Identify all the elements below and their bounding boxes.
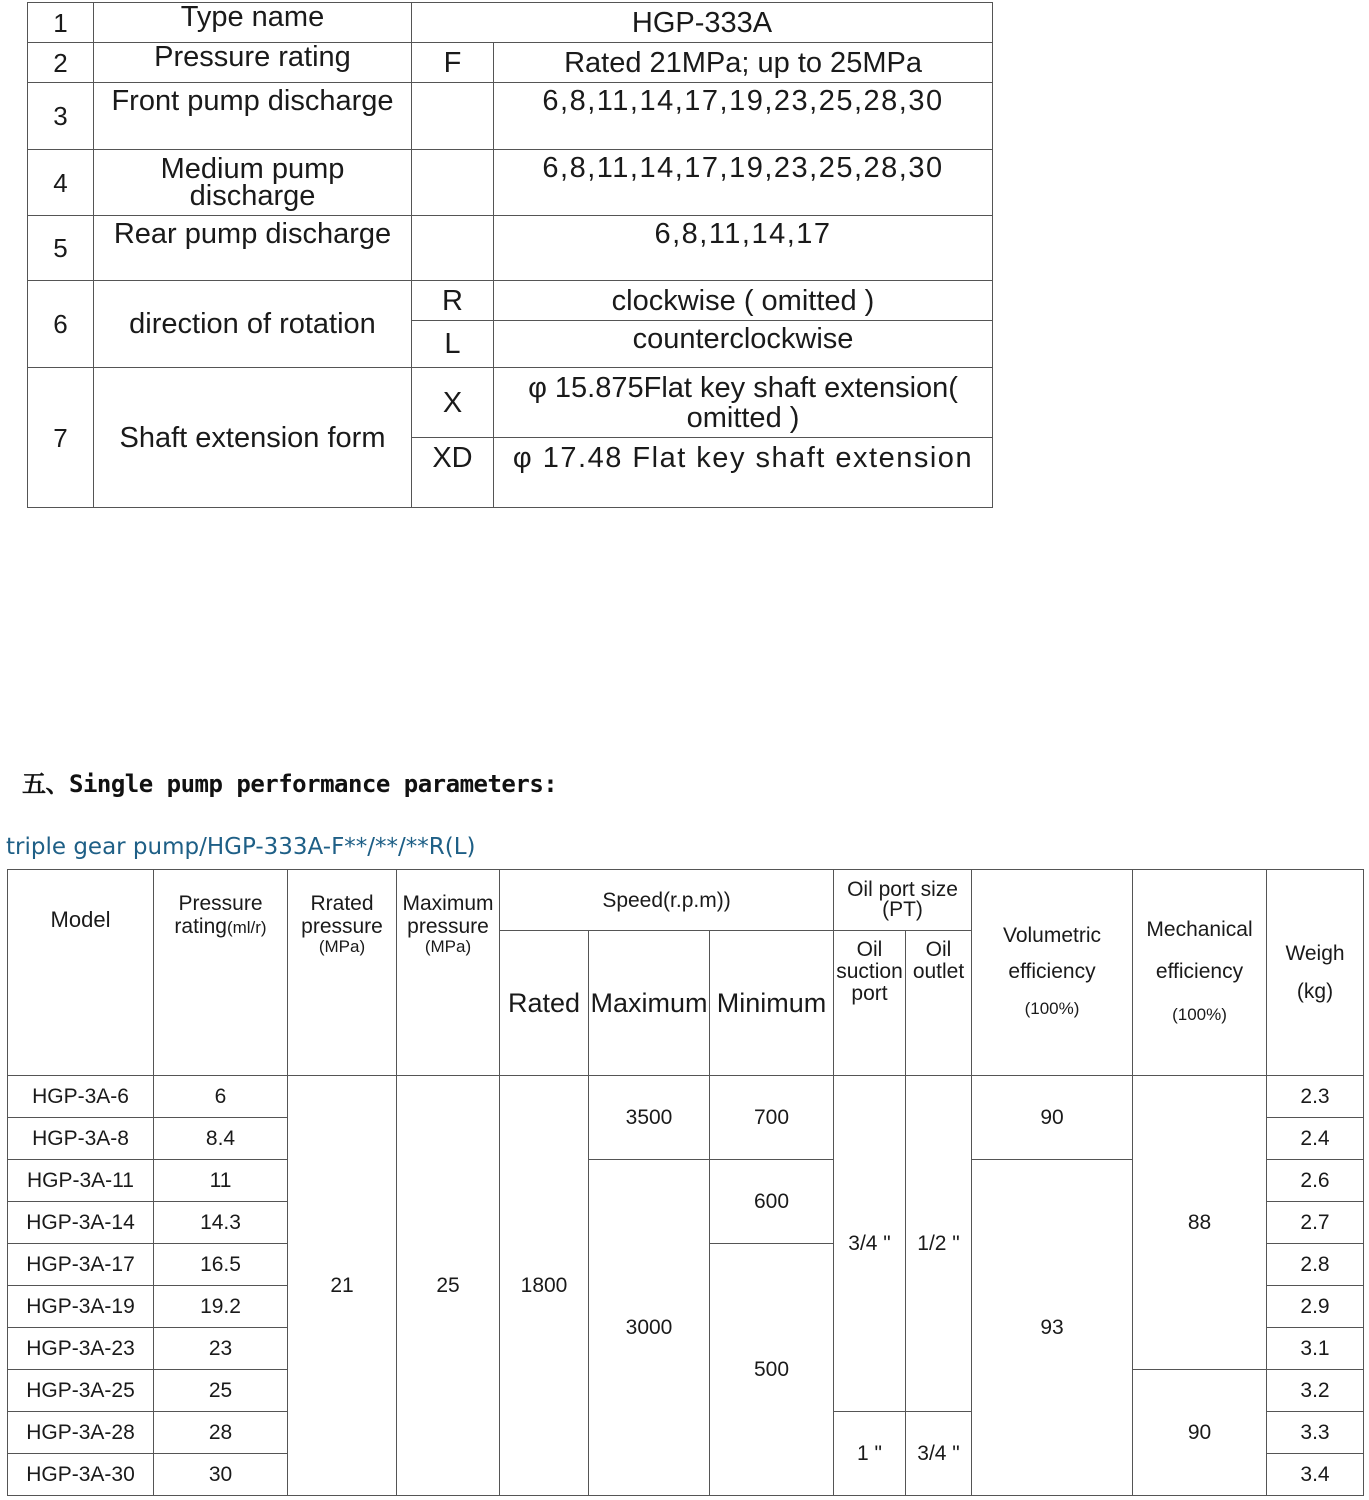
spec-code: R <box>412 281 494 321</box>
header-weigh <box>1267 870 1364 1076</box>
header-oil-outlet: Oil outlet <box>906 931 972 1076</box>
cell-model: HGP-3A-19 <box>8 1286 154 1328</box>
cell-model: HGP-3A-8 <box>8 1118 154 1160</box>
header-oil-port-label: Oil port size <box>847 878 958 901</box>
spec-code: XD <box>412 438 494 508</box>
spec-row <box>28 281 993 321</box>
spec-name: Type name <box>94 3 412 43</box>
section-heading: 五、Single pump performance parameters: <box>22 770 558 798</box>
spec-code <box>412 83 494 150</box>
cell-weigh: 3.4 <box>1267 1454 1364 1496</box>
cell-speed-min: 500 <box>710 1244 834 1496</box>
cell-rated-pressure: 21 <box>288 1076 397 1496</box>
spec-value: Rated 21MPa; up to 25MPa <box>494 43 993 83</box>
cell-max-pressure: 25 <box>397 1076 500 1496</box>
cell-weigh: 3.1 <box>1267 1328 1364 1370</box>
cell-weigh: 3.3 <box>1267 1412 1364 1454</box>
header-speed-rated: Rated <box>500 931 589 1076</box>
header-max-pressure <box>397 870 500 1076</box>
header-max-pressure-unit: (MPa) <box>424 937 472 956</box>
spec-no: 1 <box>28 3 94 43</box>
spec-row <box>28 150 993 216</box>
spec-value: 6,8,11,14,17,19,23,25,28,30 <box>494 83 993 150</box>
header-pressure-rating <box>154 870 288 1076</box>
cell-model: HGP-3A-30 <box>8 1454 154 1496</box>
spec-name: Rear pump discharge <box>94 216 412 281</box>
header-max-pressure-label: Maximum pressure <box>402 892 494 938</box>
spec-code: X <box>412 368 494 438</box>
spec-row <box>28 3 993 43</box>
table-row <box>8 1076 1364 1118</box>
table-subtitle: triple gear pump/HGP-333A-F**/**/**R(L) <box>6 834 476 860</box>
spec-value: 6,8,11,14,17 <box>494 216 993 281</box>
cell-model: HGP-3A-28 <box>8 1412 154 1454</box>
performance-table <box>7 869 1364 1496</box>
spec-no: 7 <box>28 368 94 508</box>
spec-no: 4 <box>28 150 94 216</box>
cell-rating: 14.3 <box>154 1202 288 1244</box>
spec-no: 2 <box>28 43 94 83</box>
cell-mech-eff: 88 <box>1133 1076 1267 1370</box>
spec-name: direction of rotation <box>94 281 412 368</box>
cell-model: HGP-3A-17 <box>8 1244 154 1286</box>
cell-rating: 16.5 <box>154 1244 288 1286</box>
spec-name: Pressure rating <box>94 43 412 83</box>
cell-speed-max: 3500 <box>589 1076 710 1160</box>
cell-weigh: 2.4 <box>1267 1118 1364 1160</box>
spec-name: Front pump discharge <box>94 83 412 150</box>
cell-weigh: 2.3 <box>1267 1076 1364 1118</box>
cell-rating: 8.4 <box>154 1118 288 1160</box>
header-oil-port <box>834 870 972 931</box>
spec-value: φ 15.875Flat key shaft extension( omitted ) <box>494 368 993 438</box>
header-vol-eff-unit: (100%) <box>1024 999 1080 1018</box>
header-row <box>8 870 1364 931</box>
cell-weigh: 3.2 <box>1267 1370 1364 1412</box>
cell-model: HGP-3A-23 <box>8 1328 154 1370</box>
header-pressure-rating-label: Pressure rating <box>174 892 263 938</box>
header-rated-pressure-unit: (MPa) <box>318 937 366 956</box>
cell-weigh: 2.9 <box>1267 1286 1364 1328</box>
cell-vol-eff: 93 <box>972 1160 1133 1496</box>
spec-row <box>28 43 993 83</box>
cell-oil-outlet: 1/2 " <box>906 1076 972 1412</box>
cell-speed-rated: 1800 <box>500 1076 589 1496</box>
cell-weigh: 2.6 <box>1267 1160 1364 1202</box>
spec-name: Shaft extension form <box>94 368 412 508</box>
cell-speed-max: 3000 <box>589 1160 710 1496</box>
header-weigh-label: Weigh <box>1285 941 1345 965</box>
spec-name: Medium pump discharge <box>94 150 412 216</box>
spec-row <box>28 83 993 150</box>
cell-rating: 23 <box>154 1328 288 1370</box>
header-mech-eff-unit: (100%) <box>1172 1005 1227 1024</box>
cell-model: HGP-3A-11 <box>8 1160 154 1202</box>
spec-code <box>412 150 494 216</box>
header-weigh-unit: (kg) <box>1296 979 1334 1003</box>
spec-code: F <box>412 43 494 83</box>
cell-weigh: 2.7 <box>1267 1202 1364 1244</box>
spec-value: counterclockwise <box>494 321 993 368</box>
header-speed-min: Minimum <box>710 931 834 1076</box>
header-rated-pressure-label: Rrated pressure <box>301 892 383 938</box>
cell-rating: 11 <box>154 1160 288 1202</box>
header-speed: Speed(r.p.m)) <box>500 870 834 931</box>
cell-mech-eff: 90 <box>1133 1370 1267 1496</box>
cell-model: HGP-3A-25 <box>8 1370 154 1412</box>
header-vol-eff <box>972 870 1133 1076</box>
spec-code <box>412 216 494 281</box>
header-pressure-rating-unit: (ml/r) <box>226 918 267 937</box>
spec-value: clockwise ( omitted ) <box>494 281 993 321</box>
spec-no: 3 <box>28 83 94 150</box>
cell-oil-outlet: 3/4 " <box>906 1412 972 1496</box>
cell-speed-min: 700 <box>710 1076 834 1160</box>
cell-oil-suction: 1 " <box>834 1412 906 1496</box>
cell-rating: 6 <box>154 1076 288 1118</box>
cell-model: HGP-3A-14 <box>8 1202 154 1244</box>
spec-code: L <box>412 321 494 368</box>
header-mech-eff-label: Mechanical efficiency <box>1146 918 1253 983</box>
spec-value: 6,8,11,14,17,19,23,25,28,30 <box>494 150 993 216</box>
cell-rating: 25 <box>154 1370 288 1412</box>
header-mech-eff <box>1133 870 1267 1076</box>
header-model: Model <box>8 870 154 1076</box>
cell-rating: 30 <box>154 1454 288 1496</box>
cell-weigh: 2.8 <box>1267 1244 1364 1286</box>
spec-value: HGP-333A <box>412 3 993 43</box>
cell-speed-min: 600 <box>710 1160 834 1244</box>
spec-row <box>28 216 993 281</box>
cell-rating: 19.2 <box>154 1286 288 1328</box>
cell-model: HGP-3A-6 <box>8 1076 154 1118</box>
spec-row <box>28 368 993 438</box>
cell-vol-eff: 90 <box>972 1076 1133 1160</box>
cell-oil-suction: 3/4 " <box>834 1076 906 1412</box>
header-speed-max: Maximum <box>589 931 710 1076</box>
header-oil-port-unit: (PT) <box>882 898 923 921</box>
header-oil-suction: Oil suction port <box>834 931 906 1076</box>
spec-value: φ 17.48 Flat key shaft extension <box>494 438 993 508</box>
header-rated-pressure <box>288 870 397 1076</box>
cell-rating: 28 <box>154 1412 288 1454</box>
spec-no: 5 <box>28 216 94 281</box>
header-vol-eff-label: Volumetric efficiency <box>1002 924 1102 983</box>
spec-no: 6 <box>28 281 94 368</box>
spec-table <box>27 2 993 508</box>
